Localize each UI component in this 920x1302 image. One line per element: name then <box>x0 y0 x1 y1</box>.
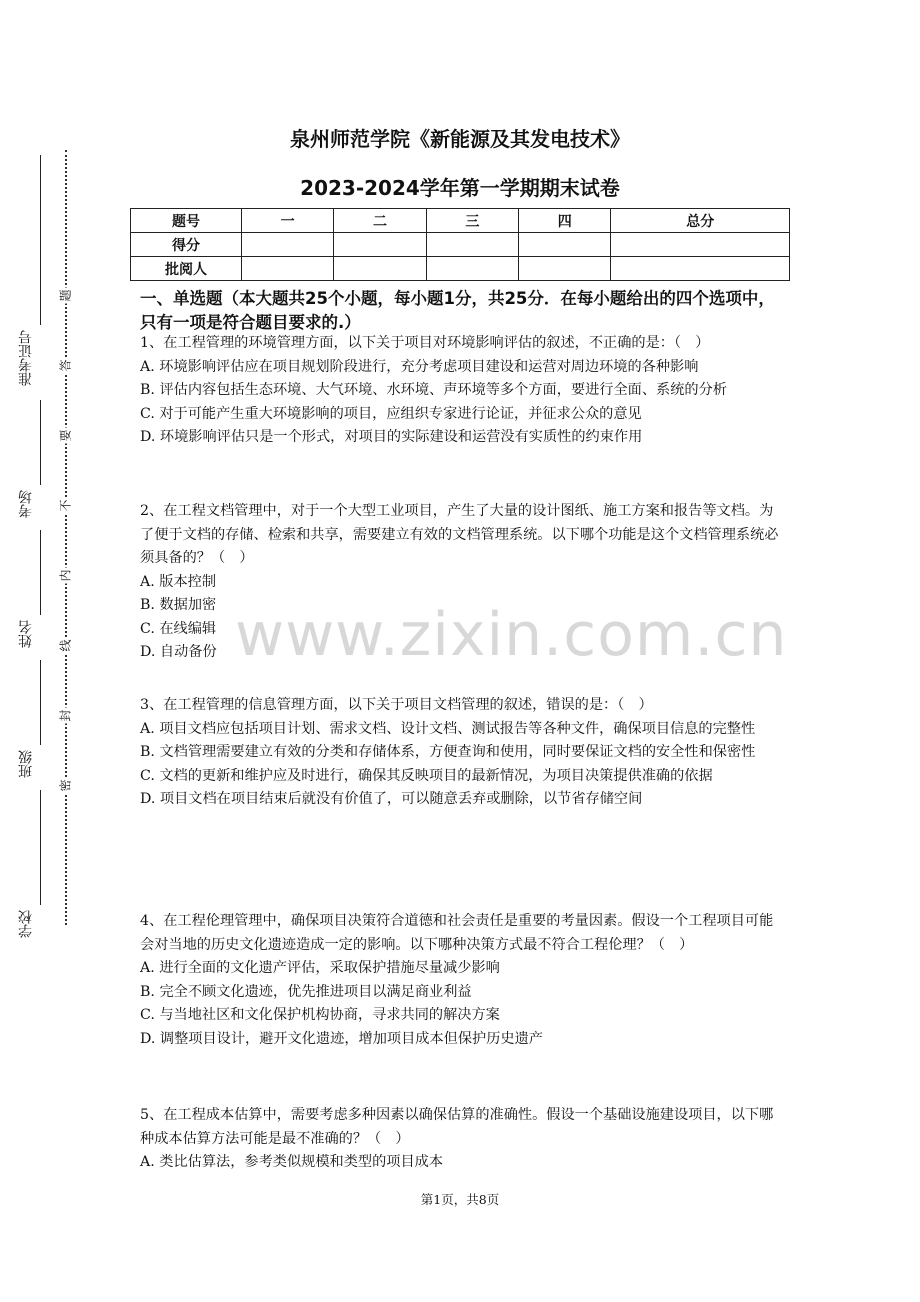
seal-char: 密 <box>55 778 76 794</box>
grader-cell[interactable] <box>242 257 334 281</box>
header-cell: 四 <box>519 209 611 233</box>
grader-row <box>131 257 790 281</box>
score-table-header-row <box>131 209 790 233</box>
exam-id-label: 准考证号 <box>18 330 34 386</box>
grader-cell[interactable] <box>426 257 518 281</box>
exam-subtitle: 2023-2024学年第一学期期末试卷 <box>300 176 620 200</box>
option: D. 调整项目设计，避开文化遗迹，增加项目成本但保护历史遗产 <box>140 1030 543 1047</box>
row-label: 得分 <box>131 233 242 257</box>
option: B. 完全不顾文化遗迹，优先推进项目以满足商业利益 <box>140 983 472 1000</box>
exam-room-label: 考场 <box>18 490 34 518</box>
seal-char: 封 <box>55 708 76 724</box>
option: A. 版本控制 <box>140 573 217 590</box>
grader-cell[interactable] <box>611 257 790 281</box>
option: C. 对于可能产生重大环境影响的项目，应组织专家进行论证，并征求公众的意见 <box>140 405 642 422</box>
option: A. 环境影响评估应在项目规划阶段进行，充分考虑项目建设和运营对周边环境的各种影响 <box>140 358 699 375</box>
option: B. 文档管理需要建立有效的分类和存储体系，方便查询和使用，同时要保证文档的安全性和保密性 <box>140 744 756 760</box>
option: A. 进行全面的文化遗产评估，采取保护措施尽量减少影响 <box>140 960 500 976</box>
option: D. 项目文档在项目结束后就没有价值了，可以随意丢弃或删除，以节省存储空间 <box>140 791 643 807</box>
grader-cell[interactable] <box>334 257 426 281</box>
option: B. 评估内容包括生态环境、大气环境、水环境、声环境等多个方面，要进行全面、系统的分析 <box>140 382 727 398</box>
question-stem: 1、在工程管理的环境管理方面，以下关于项目对环境影响评估的叙述，不正确的是：（ ） <box>140 335 710 351</box>
question-5 <box>140 1104 785 1175</box>
score-cell[interactable] <box>334 233 426 257</box>
seal-char: 题 <box>55 288 76 304</box>
option: C. 在线编辑 <box>140 620 217 637</box>
seal-char: 内 <box>55 568 76 584</box>
option: D. 环境影响评估只是一个形式，对项目的实际建设和运营没有实质性的约束作用 <box>140 429 643 445</box>
score-cell[interactable] <box>242 233 334 257</box>
field-line <box>40 400 41 485</box>
score-table <box>130 208 790 281</box>
field-line <box>40 790 41 905</box>
page-footer: 第1页，共8页 <box>420 1192 500 1207</box>
seal-char: 答 <box>55 358 76 374</box>
seal-char: 要 <box>55 428 76 444</box>
option: C. 文档的更新和维护应及时进行，确保其反映项目的最新情况，为项目决策提供准确的依据 <box>140 767 713 784</box>
header-cell: 二 <box>334 209 426 233</box>
section-title: 一、单选题（本大题共25个小题，每小题1分，共25分．在每小题给出的四个选项中，只有一项是符合题目要求的.） <box>140 289 775 332</box>
question-3 <box>140 694 785 812</box>
seal-char: 不 <box>55 498 76 514</box>
seal-dotted-line <box>65 150 67 925</box>
school-label: 学校 <box>18 910 34 938</box>
question-stem: 5、在工程成本估算中，需要考虑多种因素以确保估算的准确性。假设一个基础设施建设项目，以下哪种成本估算方法可能是最不准确的？（ ） <box>140 1107 774 1147</box>
field-line <box>40 660 41 745</box>
exam-title: 泉州师范学院《新能源及其发电技术》 <box>290 127 630 151</box>
score-cell[interactable] <box>426 233 518 257</box>
option: B. 数据加密 <box>140 597 217 613</box>
header-cell: 三 <box>426 209 518 233</box>
class-label: 班级 <box>18 750 34 778</box>
score-cell[interactable] <box>611 233 790 257</box>
name-label: 姓名 <box>18 620 34 648</box>
option: A. 项目文档应包括项目计划、需求文档、设计文档、测试报告等各种文件，确保项目信息的完整性 <box>140 720 756 737</box>
header-cell: 一 <box>242 209 334 233</box>
option: A. 类比估算法，参考类似规模和类型的项目成本 <box>140 1154 444 1170</box>
header-cell: 总分 <box>611 209 790 233</box>
seal-char: 线 <box>55 638 76 654</box>
field-line <box>40 530 41 615</box>
row-label: 批阅人 <box>131 257 242 281</box>
question-4 <box>140 910 785 1051</box>
grader-cell[interactable] <box>519 257 611 281</box>
score-row <box>131 233 790 257</box>
score-cell[interactable] <box>519 233 611 257</box>
option: D. 自动备份 <box>140 644 217 660</box>
question-stem: 4、在工程伦理管理中，确保项目决策符合道德和社会责任是重要的考量因素。假设一个工程项目可能会对当地的历史文化遗迹造成一定的影响。以下哪种决策方式最不符合工程伦理？（ ） <box>140 913 774 953</box>
option: C. 与当地社区和文化保护机构协商，寻求共同的解决方案 <box>140 1007 500 1023</box>
question-1 <box>140 332 785 450</box>
question-stem: 3、在工程管理的信息管理方面，以下关于项目文档管理的叙述，错误的是：（ ） <box>140 697 653 713</box>
question-stem: 2、在工程文档管理中，对于一个大型工业项目，产生了大量的设计图纸、施工方案和报告等文档。为了便于文档的存储、检索和共享，需要建立有效的文档管理系统。以下哪个功能是这个文档管理系统必须具备的？（ ） <box>140 503 779 566</box>
header-cell: 题号 <box>131 209 242 233</box>
watermark: www.zixin.com.cn <box>235 600 788 670</box>
